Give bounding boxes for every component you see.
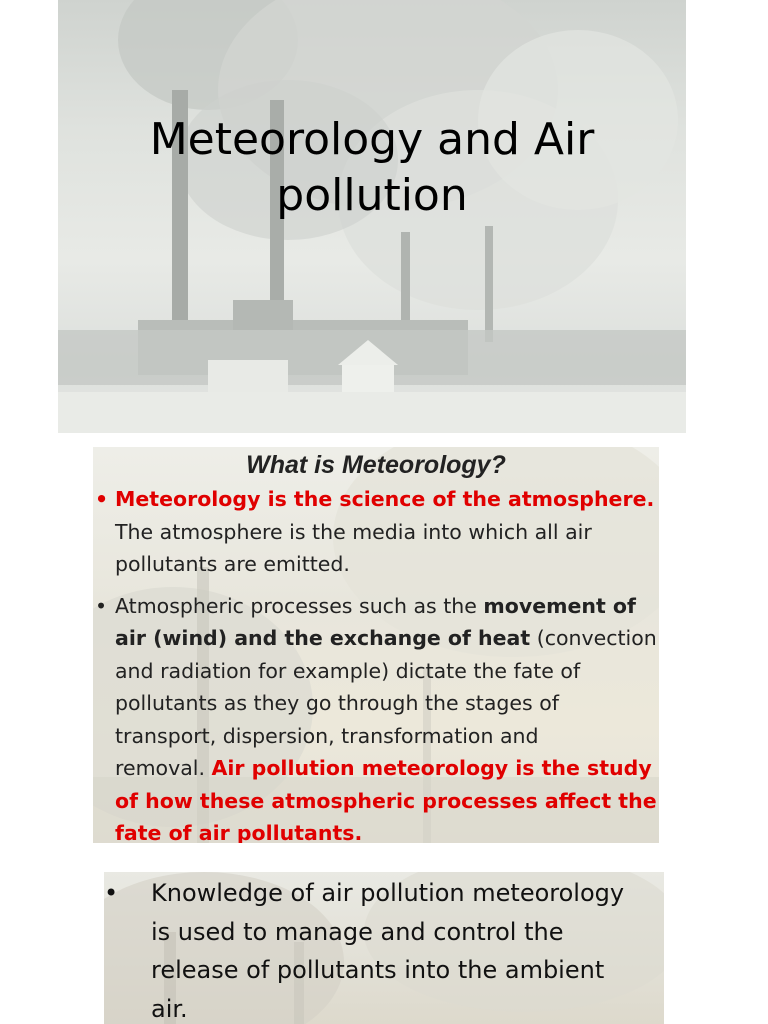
body-text: release of pollutants into the ambient <box>151 956 605 984</box>
bullet-icon: • <box>104 879 119 907</box>
title-slide <box>58 0 686 433</box>
bullet-icon: • <box>95 487 109 511</box>
definition-text: Meteorology is the science of the atmosphere. <box>115 487 655 511</box>
body-text: and radiation for example) dictate the fate of <box>115 658 581 683</box>
slide-body <box>104 874 664 1024</box>
slide-body <box>93 483 659 843</box>
body-text: pollutants as they go through the stages of <box>115 691 559 715</box>
bullet-item <box>93 590 659 844</box>
emphasis-text: air (wind) and the exchange of heat <box>115 626 531 650</box>
emphasis-text: movement of <box>483 593 636 618</box>
highlight-text: Air pollution meteorology is the study <box>211 756 652 780</box>
body-text: Atmospheric processes such as the <box>115 593 484 618</box>
highlight-text: fate of air pollutants. <box>115 821 363 843</box>
highlight-text: of how these atmospheric processes affect the <box>115 788 657 813</box>
slide-title <box>58 112 686 224</box>
body-text: air. <box>151 994 188 1023</box>
bullet-icon: • <box>95 593 108 618</box>
body-text: Knowledge of air pollution meteorology <box>151 879 625 907</box>
body-text: (convection <box>530 626 657 650</box>
definition-slide <box>93 447 659 843</box>
knowledge-slide <box>104 872 664 1024</box>
body-text: transport, dispersion, transformation and <box>115 723 539 748</box>
body-text: pollutants are emitted. <box>115 552 350 576</box>
body-text: The atmosphere is the media into which all air <box>115 519 592 544</box>
title-line-2: pollution <box>276 170 468 221</box>
body-text: is used to manage and control the <box>151 917 564 946</box>
body-text: removal. <box>115 756 212 780</box>
title-line-1: Meteorology and Air <box>149 114 595 165</box>
slide-heading: What is Meteorology? <box>246 451 506 479</box>
bullet-item <box>93 483 659 581</box>
bullet-item <box>104 874 664 1024</box>
